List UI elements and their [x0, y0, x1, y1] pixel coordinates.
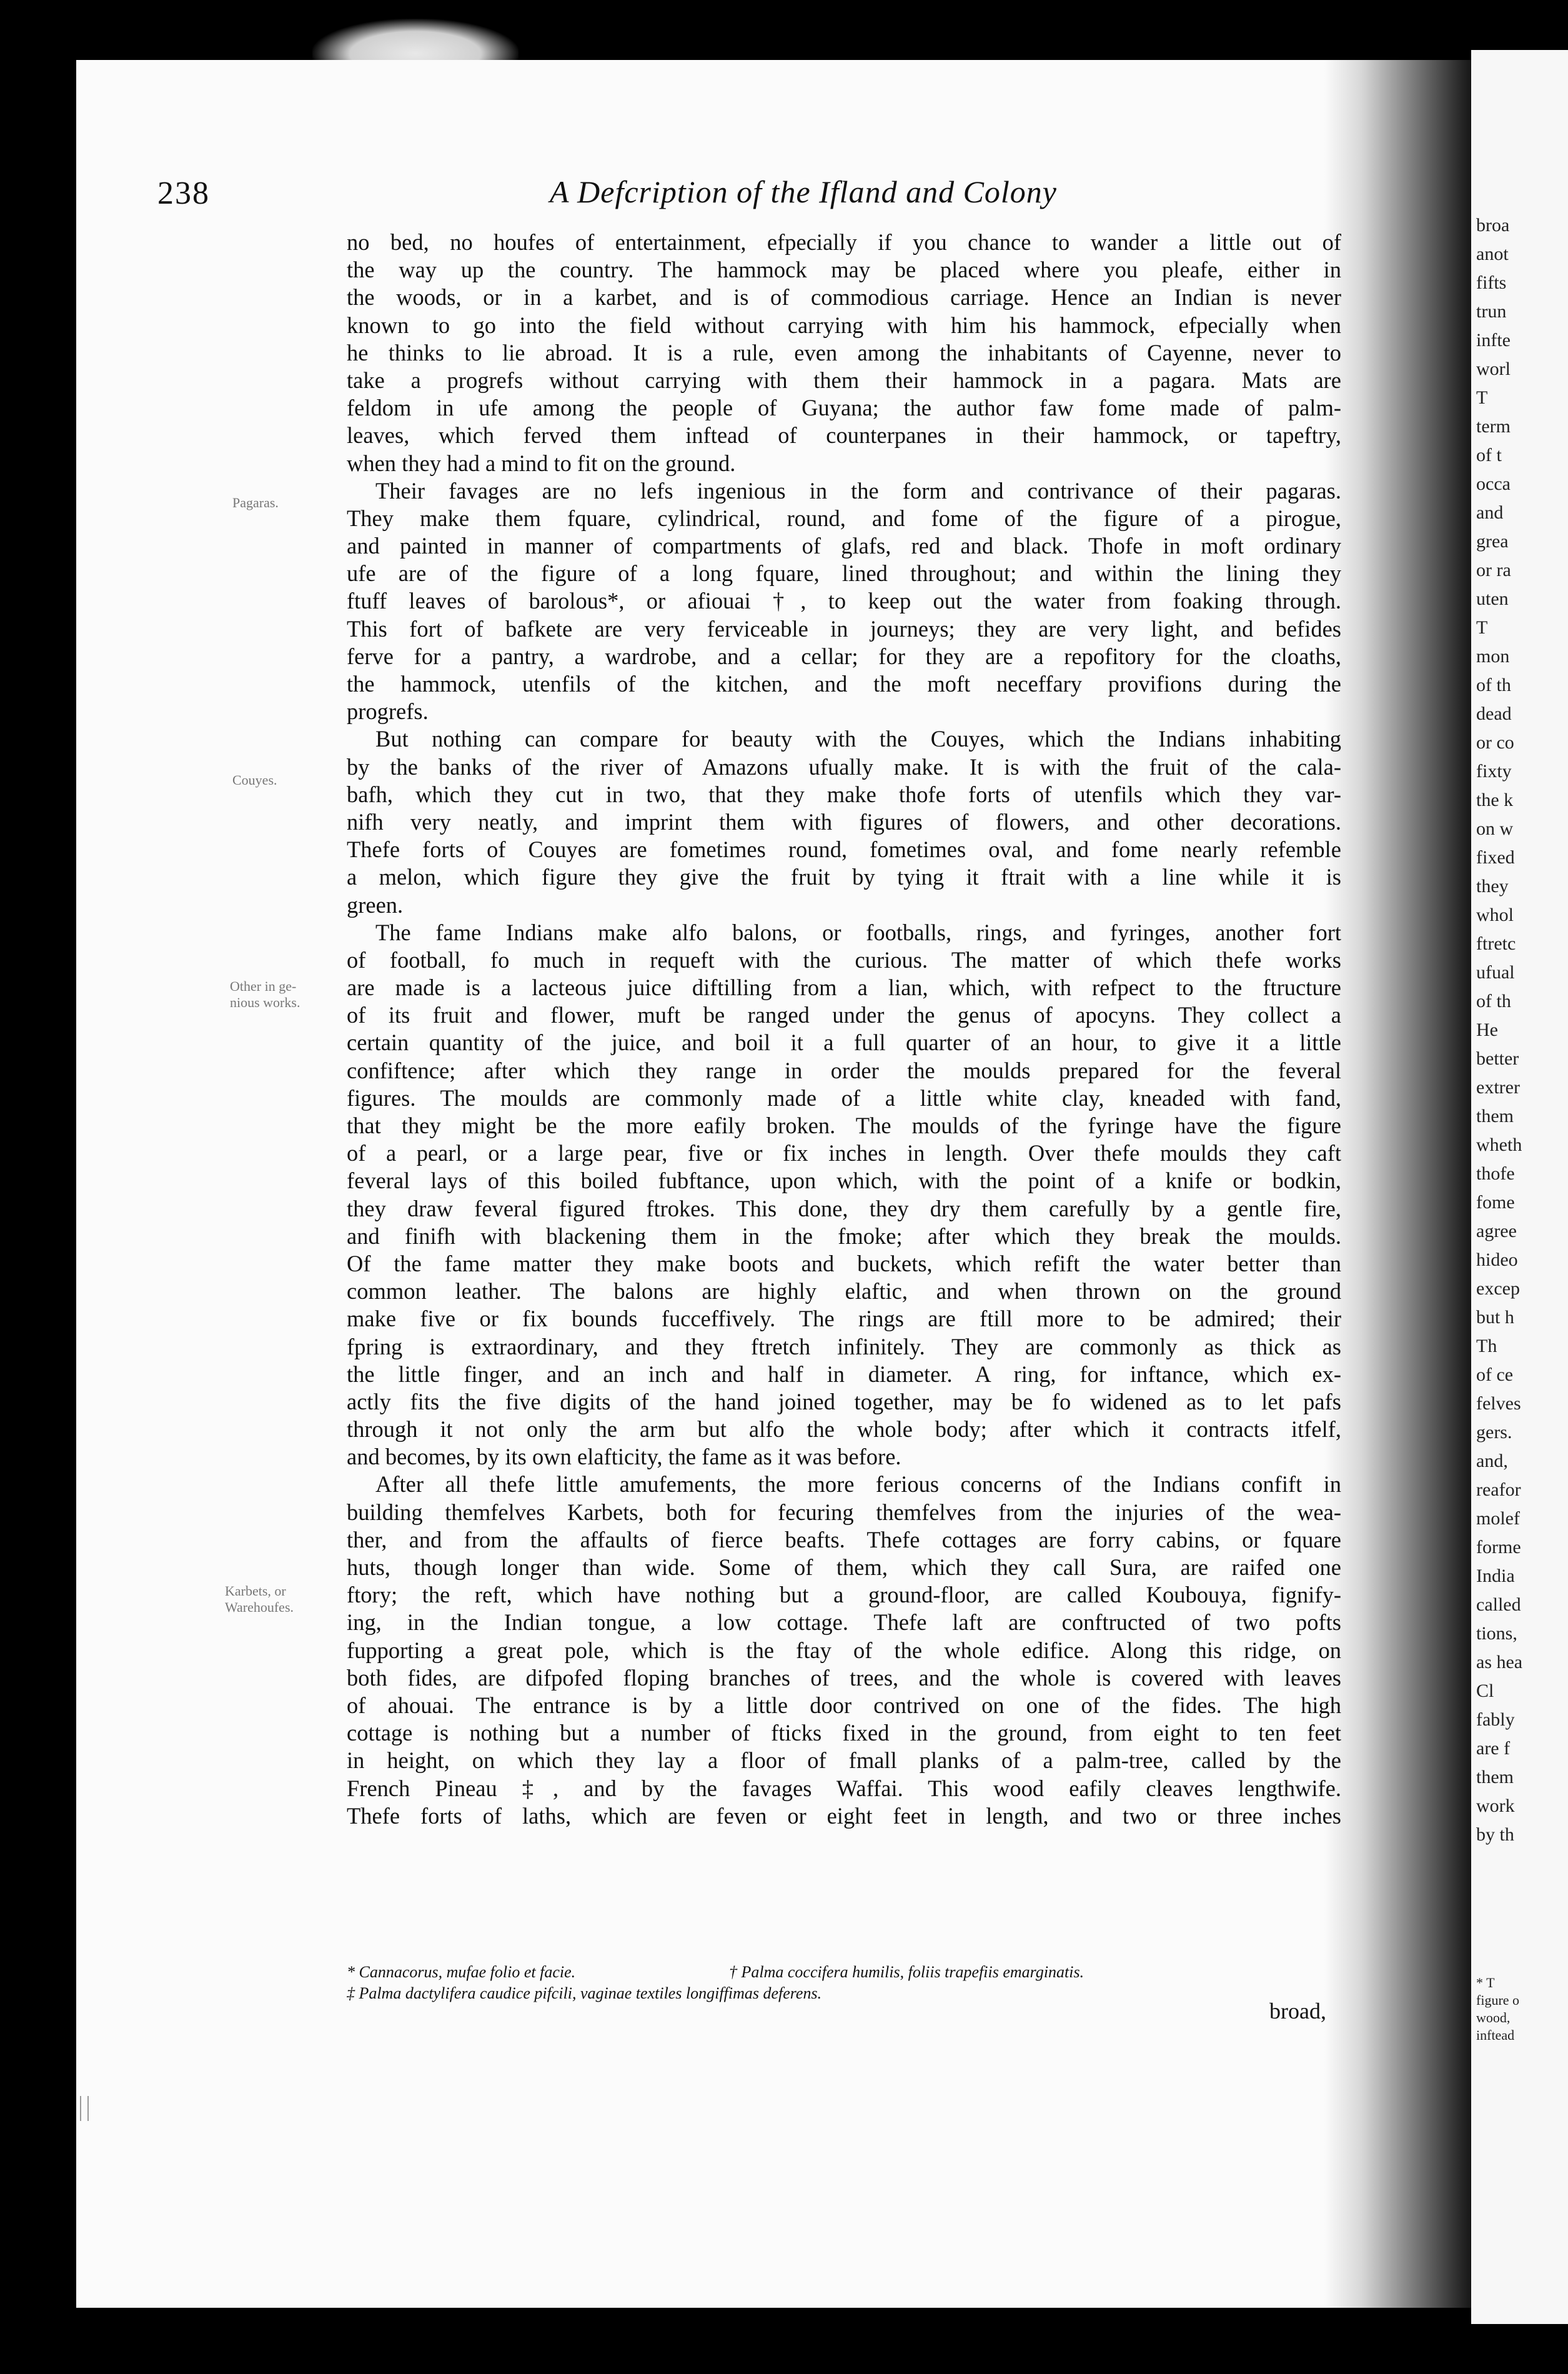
next-page-fragment: fixed [1476, 847, 1515, 868]
text-line: common leather. The balons are highly elaftic, and when thrown on the ground [347, 1278, 1341, 1304]
body-text [347, 229, 1341, 1830]
next-page-fragment: and, [1476, 1451, 1508, 1471]
next-page-fragment: them [1476, 1767, 1514, 1787]
text-line: the woods, or in a karbet, and is of commodious carriage. Hence an Indian is never [347, 284, 1341, 310]
catchword: broad, [1269, 1999, 1326, 2024]
text-line: feldom in ufe among the people of Guyana; the author faw fome made of palm- [347, 395, 1341, 421]
next-page-fragment: fome [1476, 1192, 1515, 1213]
text-line: are made is a lacteous juice diftilling from a lian, which, with refpect to the ftructure [347, 975, 1341, 1001]
next-page-fragment: mon [1476, 646, 1510, 667]
next-page-fragment: forme [1476, 1537, 1521, 1557]
text-line: nifh very neatly, and imprint them with figures of flowers, and other decorations. [347, 808, 1341, 835]
next-page-fragment: Cl [1476, 1681, 1494, 1701]
text-line: cottage is nothing but a number of fticks fixed in the ground, from eight to ten feet [347, 1720, 1341, 1746]
next-page-fragment: broa [1476, 215, 1510, 236]
text-line: ther, and from the affaults of fierce beafts. Thefe cottages are forry cabins, or fquare [347, 1526, 1341, 1552]
next-page-footnote-fragments [1476, 1974, 1519, 2044]
margin-note-couyes: Couyes. [232, 772, 277, 788]
next-page-fragment: gers. [1476, 1422, 1512, 1443]
next-page-fragment: occa [1476, 474, 1511, 494]
margin-note-line: Karbets, or [225, 1583, 286, 1599]
next-page-fragment: tions, [1476, 1623, 1517, 1644]
next-page-fragment: agree [1476, 1221, 1517, 1241]
next-page-fragment: felves [1476, 1393, 1521, 1414]
margin-note-line: nious works. [230, 995, 300, 1010]
text-line: This fort of bafkete are very ferviceable in journeys; they are very light, and befides [347, 615, 1341, 642]
next-page-fragment: on w [1476, 818, 1514, 839]
text-line: of football, fo much in requeft with the curious. The matter of which thefe works [347, 946, 1341, 973]
next-page-fragment: fably [1476, 1709, 1515, 1730]
next-page-fragment: excep [1476, 1278, 1520, 1299]
next-page-fragment: anot [1476, 244, 1509, 264]
text-line: the way up the country. The hammock may be placed where you pleafe, either in [347, 257, 1341, 283]
next-page-note-fragment: wood, [1476, 2010, 1511, 2025]
page-number: 238 [157, 176, 210, 211]
text-line: But nothing can compare for beauty with the Couyes, which the Indians inhabiting [375, 726, 1341, 752]
margin-note-line: Other in ge- [230, 978, 297, 994]
text-line: of ahouai. The entrance is by a little door contrived on one of the fides. The high [347, 1692, 1341, 1718]
next-page-fragment: whol [1476, 905, 1514, 925]
next-page-fragment: wheth [1476, 1135, 1522, 1155]
margin-note-karbets [225, 1583, 294, 1616]
footnote-barolous: * Cannacorus, mufae folio et facie. [347, 1963, 576, 1981]
text-line: fupporting a great pole, which is the ftay of the whole edifice. Along this ridge, on [347, 1637, 1341, 1663]
next-page-edge [1471, 50, 1568, 2324]
text-line: the hammock, utenfils of the kitchen, and the moft neceffary provifions during the [347, 671, 1341, 697]
text-line: bafh, which they cut in two, that they make thofe forts of utenfils which they var- [347, 781, 1341, 807]
text-line: he thinks to lie abroad. It is a rule, even among the inhabitants of Cayenne, never to [347, 339, 1341, 365]
page-gutter-shadow [1324, 60, 1474, 2308]
next-page-fragment: dead [1476, 703, 1512, 724]
next-page-fragment: uten [1476, 589, 1509, 609]
text-line: when they had a mind to fit on the ground. [347, 450, 736, 476]
next-page-note-fragment: figure o [1476, 1992, 1520, 2008]
text-line: certain quantity of the juice, and boil it a full quarter of an hour, to give it a little [347, 1030, 1341, 1056]
next-page-fragment: they [1476, 876, 1509, 896]
text-line: After all thefe little amufements, the more ferious concerns of the Indians confift in [375, 1471, 1341, 1497]
next-page-fragment: term [1476, 416, 1511, 437]
text-line: no bed, no houfes of entertainment, efpecially if you chance to wander a little out of [347, 229, 1341, 255]
next-page-fragment: the k [1476, 790, 1514, 810]
text-line: known to go into the field without carrying with him his hammock, efpecially when [347, 312, 1341, 338]
text-line: Thefe forts of laths, which are feven or eight feet in length, and two or three inches [347, 1802, 1341, 1829]
next-page-fragment: molef [1476, 1508, 1520, 1529]
next-page-fragment: of ce [1476, 1364, 1514, 1385]
next-page-fragment: them [1476, 1106, 1514, 1126]
next-page-fragment: fifts [1476, 272, 1507, 293]
next-page-fragment: India [1476, 1566, 1515, 1586]
text-line: of a pearl, or a large pear, five or fix inches in length. Over thefe moulds they caft [347, 1140, 1341, 1166]
next-page-fragment: of th [1476, 991, 1511, 1011]
next-page-fragment: and [1476, 502, 1504, 523]
text-line: Their favages are no lefs ingenious in the form and contrivance of their pagaras. [375, 477, 1341, 504]
next-page-fragment: worl [1476, 359, 1511, 379]
text-line: fpring is extraordinary, and they ftretch infinitely. They are commonly as thick as [347, 1333, 1341, 1359]
text-line: Of the fame matter they make boots and buckets, which refift the water better than [347, 1250, 1341, 1276]
text-line: the little finger, and an inch and half in diameter. A ring, for inftance, which ex- [347, 1361, 1341, 1387]
next-page-fragment: T [1476, 387, 1488, 408]
text-line: and becomes, by its own elafticity, the fame as it was before. [347, 1444, 901, 1470]
next-page-note-fragment: inftead [1476, 2027, 1515, 2043]
text-line: The fame Indians make alfo balons, or footballs, rings, and fyringes, another fort [375, 919, 1341, 945]
text-line: a melon, which figure they give the fruit by tying it ftrait with a line while it is [347, 864, 1341, 890]
next-page-fragment: work [1476, 1795, 1515, 1816]
text-line: both fides, are difpofed floping branches of trees, and the whole is covered with leaves [347, 1664, 1341, 1691]
text-line: progrefs. [347, 698, 429, 725]
next-page-fragment: by th [1476, 1824, 1514, 1845]
text-line: they draw feveral figured ftrokes. This done, they dry them carefully by a gentle fire, [347, 1195, 1341, 1221]
text-line: ferve for a pantry, a wardrobe, and a cellar; for they are a repofitory for the cloaths, [347, 643, 1341, 669]
text-line: of its fruit and flower, muft be ranged under the genus of apocyns. They collect a [347, 1002, 1341, 1028]
next-page-note-fragment: * T [1476, 1975, 1495, 1990]
next-page-fragment: are f [1476, 1738, 1511, 1759]
text-line: French Pineau ‡, and by the favages Waffai. This wood eafily cleaves lengthwife. [347, 1775, 1341, 1801]
next-page-fragment: fixty [1476, 761, 1512, 782]
text-line: figures. The moulds are commonly made of a little white clay, kneaded with fand, [347, 1085, 1341, 1111]
next-page-fragment: ftretc [1476, 933, 1516, 954]
margin-note-other-works [230, 978, 300, 1011]
next-page-fragment: called [1476, 1594, 1521, 1615]
next-page-fragment: infte [1476, 330, 1511, 350]
text-line: ing, in the Indian tongue, a low cottage. Thefe laft are conftructed of two pofts [347, 1609, 1341, 1636]
margin-note-pagaras: Pagaras. [232, 495, 279, 510]
next-page-fragment: of t [1476, 445, 1502, 465]
next-page-fragment: ufual [1476, 962, 1515, 983]
margin-note-line: Warehoufes. [225, 1599, 294, 1615]
text-line: make five or fix bounds fucceffively. The rings are ftill more to be admired; their [347, 1306, 1341, 1332]
running-head: A Defcription of the Ifland and Colony [550, 174, 1057, 209]
next-page-fragment: He [1476, 1020, 1498, 1040]
next-page-fragment: trun [1476, 301, 1507, 322]
text-line: in height, on which they lay a floor of fmall planks of a palm-tree, called by the [347, 1747, 1341, 1774]
text-line: and painted in manner of compartments of glafs, red and black. Thofe in moft ordinary [347, 533, 1341, 559]
text-line: green. [347, 891, 404, 918]
next-page-fragment: or co [1476, 732, 1514, 753]
text-line: ftuff leaves of barolous*, or afiouai †, to keep out the water from foaking through. [347, 588, 1341, 614]
next-page-fragment: or ra [1476, 560, 1511, 580]
text-line: Thefe forts of Couyes are fometimes round, fometimes oval, and fome nearly refemble [347, 837, 1341, 863]
next-page-fragment: reafor [1476, 1479, 1521, 1500]
text-line: through it not only the arm but alfo the whole body; after which it contracts itfelf, [347, 1416, 1341, 1443]
text-line: leaves, which ferved them inftead of counterpanes in their hammock, or tapeftry, [347, 422, 1341, 449]
text-line: ufe are of the figure of a long fquare, lined throughout; and within the lining they [347, 560, 1341, 587]
next-page-fragment: T [1476, 617, 1488, 638]
text-line: actly fits the five digits of the hand joined together, may be fo widened as to let pafs [347, 1388, 1341, 1414]
text-line: by the banks of the river of Amazons ufually make. It is with the fruit of the cala- [347, 753, 1341, 780]
text-line: They make them fquare, cylindrical, round, and fome of the figure of a pirogue, [347, 505, 1341, 531]
next-page-fragment: but h [1476, 1307, 1514, 1328]
next-page-fragment: better [1476, 1048, 1519, 1069]
text-line: confiftence; after which they range in order the moulds prepared for the feveral [347, 1057, 1341, 1083]
text-line: take a progrefs without carrying with them their hammock in a pagara. Mats are [347, 367, 1341, 393]
page-mark [80, 2096, 89, 2121]
text-line: and finifh with blackening them in the fmoke; after which they break the moulds. [347, 1223, 1341, 1249]
next-page-fragment: of th [1476, 675, 1511, 695]
footnote-pineau: ‡ Palma dactylifera caudice pifcili, vaginae textiles longiffimas deferens. [347, 1984, 822, 2002]
text-line: that they might be the more eafily broken. The moulds of the fyringe have the figure [347, 1113, 1341, 1138]
next-page-fragment: thofe [1476, 1163, 1515, 1184]
text-line: huts, though longer than wide. Some of them, which they call Sura, are raifed one [347, 1554, 1341, 1580]
next-page-fragment: hideo [1476, 1249, 1518, 1270]
footnote-asiouai: † Palma coccifera humilis, foliis trapefiis emarginatis. [729, 1963, 1084, 1981]
text-line: ftory; the reft, which have nothing but a ground-floor, are called Koubouya, fignify- [347, 1582, 1341, 1608]
text-line: feveral lays of this boiled fubftance, upon which, with the point of a knife or bodkin, [347, 1168, 1341, 1194]
next-page-fragment: as hea [1476, 1652, 1523, 1672]
next-page-fragment: extrer [1476, 1077, 1520, 1098]
next-page-fragments [1476, 211, 1522, 1849]
next-page-fragment: grea [1476, 531, 1509, 552]
text-line: building themfelves Karbets, both for fecuring themfelves from the injuries of the wea- [347, 1499, 1341, 1525]
next-page-fragment: Th [1476, 1336, 1497, 1356]
